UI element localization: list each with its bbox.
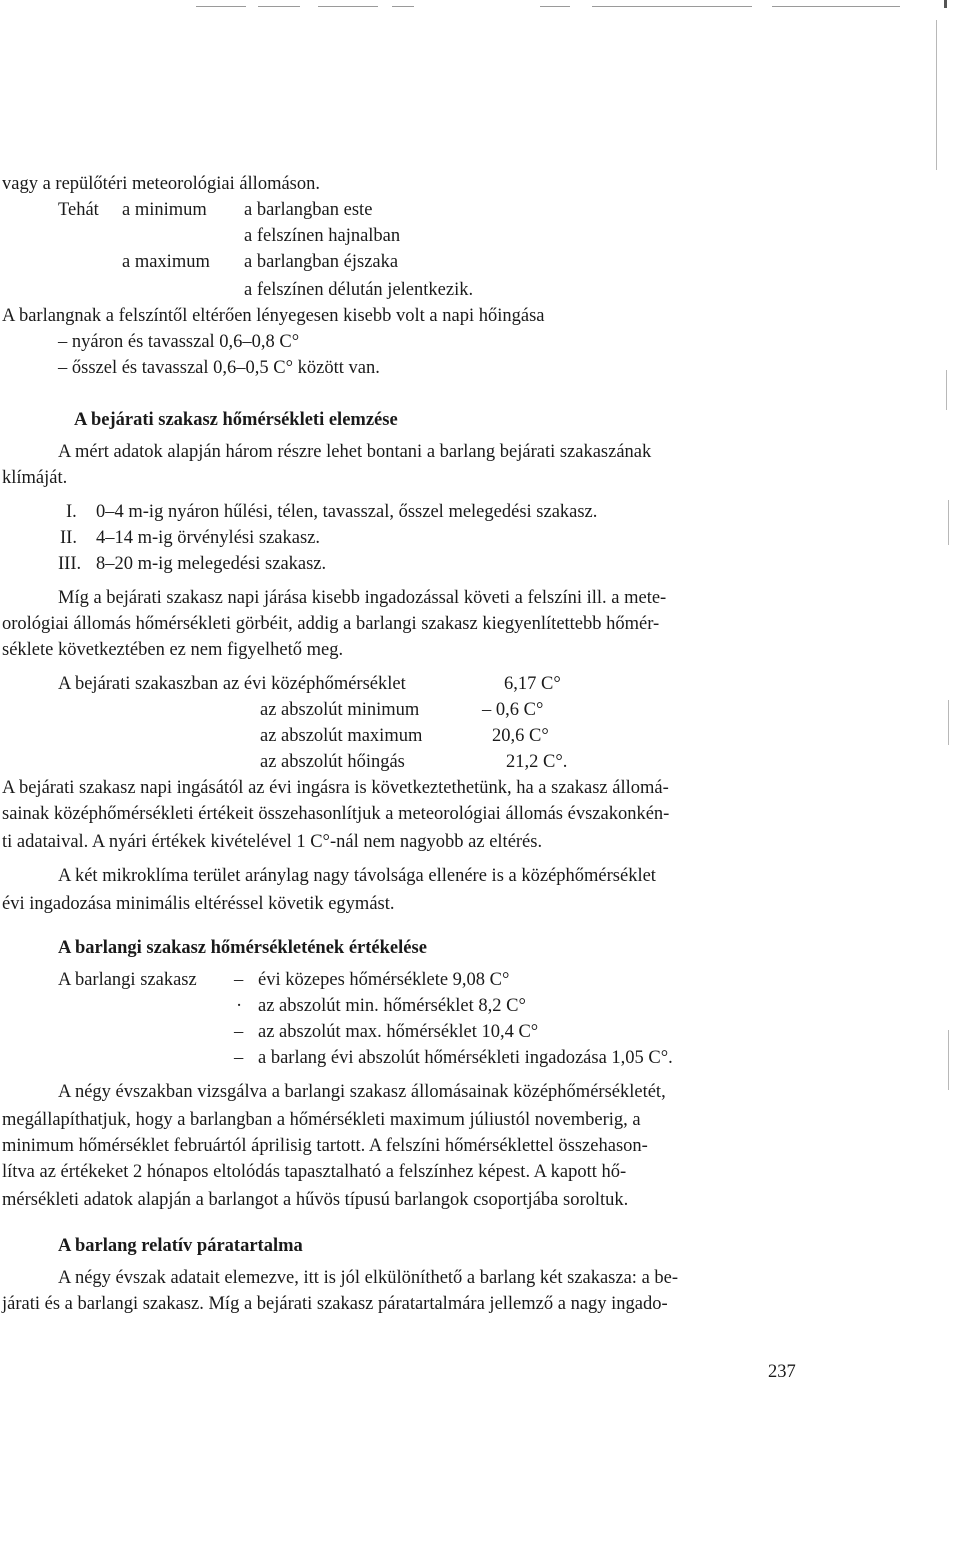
- scan-rule: [592, 6, 752, 7]
- scan-edge-mark: [944, 0, 947, 8]
- text-line: a minimum: [122, 200, 207, 220]
- page-number: 237: [768, 1362, 796, 1382]
- text-line: járati és a barlangi szakasz. Míg a bejárati szakasz páratartalmára jellemző a nagy ingado-: [2, 1294, 668, 1314]
- list-item: 4–14 m-ig örvénylési szakasz.: [96, 528, 320, 548]
- scan-edge-mark: [936, 20, 937, 170]
- text-line: a barlangban este: [244, 200, 373, 220]
- list-dash: –: [234, 1048, 244, 1068]
- text-line: A barlangi szakasz: [58, 970, 197, 990]
- scan-edge-mark: [946, 370, 947, 410]
- text-line: évi ingadozása minimális eltéréssel követik egymást.: [2, 894, 395, 914]
- list-dash: –: [234, 1022, 244, 1042]
- list-numeral: III.: [58, 554, 82, 574]
- list-item: 8–20 m-ig melegedési szakasz.: [96, 554, 327, 574]
- text-line: – ősszel és tavasszal 0,6–0,5 C° között van.: [58, 358, 380, 378]
- scan-rule: [392, 6, 414, 7]
- text-line: megállapíthatjuk, hogy a barlangban a hőmérsékleti maximum júliustól novemberig, a: [2, 1110, 641, 1130]
- scan-rule: [540, 6, 570, 7]
- text-line: – nyáron és tavasszal 0,6–0,8 C°: [58, 332, 300, 352]
- scan-rule: [258, 6, 300, 7]
- text-line: a felszínen délután jelentkezik.: [244, 280, 474, 300]
- list-dash: –: [234, 970, 244, 990]
- text-line: a maximum: [122, 252, 210, 272]
- section-heading: A barlang relatív páratartalma: [58, 1236, 303, 1256]
- list-item: az abszolút min. hőmérséklet 8,2 C°: [258, 996, 526, 1016]
- list-item: az abszolút max. hőmérséklet 10,4 C°: [258, 1022, 539, 1042]
- scan-rule: [772, 6, 900, 7]
- text-line: sainak középhőmérsékleti értékeit összehasonlítjuk a meteorológiai állomás évszakonkén-: [2, 804, 670, 824]
- scan-rule: [318, 6, 378, 7]
- text-line: minimum hőmérséklet februártól áprilisig tartott. A felszíni hőmérséklettel összehason-: [2, 1136, 648, 1156]
- text-line: ti adataival. A nyári értékek kivételével 1 C°-nál nem nagyobb az eltérés.: [2, 832, 543, 852]
- text-line: A mért adatok alapján három részre lehet bontani a barlang bejárati szakaszának: [58, 442, 652, 462]
- stat-value: 6,17 C°: [504, 674, 561, 694]
- text-line: a felszínen hajnalban: [244, 226, 401, 246]
- text-line: A két mikroklíma terület aránylag nagy távolsága ellenére is a középhőmérséklet: [58, 866, 656, 886]
- list-item: évi közepes hőmérséklete 9,08 C°: [258, 970, 510, 990]
- text-line: orológiai állomás hőmérsékleti görbéit, addig a barlangi szakasz kiegyenlítettebb hőmér-: [2, 614, 660, 634]
- scan-edge-mark: [948, 500, 949, 545]
- scan-rule: [196, 6, 246, 7]
- text-line: A bejárati szakasz napi ingásától az évi ingásra is következtethetünk, ha a szakasz állomá-: [2, 778, 669, 798]
- text-line: A barlangnak a felszíntől eltérően lényegesen kisebb volt a napi hőingása: [2, 306, 545, 326]
- text-line: A négy évszak adatait elemezve, itt is jól elkülöníthető a barlang két szakasza: a be-: [58, 1268, 679, 1288]
- text-line: klímáját.: [2, 468, 68, 488]
- text-line: séklete következtében ez nem figyelhető meg.: [2, 640, 344, 660]
- scan-edge-mark: [948, 700, 949, 745]
- stat-value: – 0,6 C°: [482, 700, 544, 720]
- stat-label: az abszolút minimum: [260, 700, 420, 720]
- stat-label: az abszolút maximum: [260, 726, 423, 746]
- list-numeral: I.: [66, 502, 77, 522]
- section-heading: A bejárati szakasz hőmérsékleti elemzése: [74, 410, 398, 430]
- text-line: a barlangban éjszaka: [244, 252, 399, 272]
- scan-edge-mark: [948, 1030, 949, 1090]
- section-heading: A barlangi szakasz hőmérsékletének értékelése: [58, 938, 427, 958]
- stat-label: az abszolút hőingás: [260, 752, 405, 772]
- stat-value: 20,6 C°: [492, 726, 549, 746]
- text-line: Míg a bejárati szakasz napi járása kisebb ingadozással követi a felszíni ill. a mete-: [58, 588, 667, 608]
- list-item: 0–4 m-ig nyáron hűlési, télen, tavasszal, ősszel melegedési szakasz.: [96, 502, 598, 522]
- text-line: lítva az értékeket 2 hónapos eltolódás tapasztalható a felszínhez képest. A kapott hő-: [2, 1162, 627, 1182]
- text-line: mérsékleti adatok alapján a barlangot a hűvös típusú barlangok csoportjába soroltuk.: [2, 1190, 629, 1210]
- list-dash: ·: [236, 996, 243, 1016]
- text-line: Tehát: [58, 200, 99, 220]
- list-numeral: II.: [60, 528, 77, 548]
- text-line: A négy évszakban vizsgálva a barlangi szakasz állomásainak középhőmérsékletét,: [58, 1082, 666, 1102]
- list-item: a barlang évi abszolút hőmérsékleti ingadozása 1,05 C°.: [258, 1048, 673, 1068]
- stat-label: A bejárati szakaszban az évi középhőmérséklet: [58, 674, 406, 694]
- stat-value: 21,2 C°.: [506, 752, 568, 772]
- text-line: vagy a repülőtéri meteorológiai állomáson.: [2, 174, 320, 194]
